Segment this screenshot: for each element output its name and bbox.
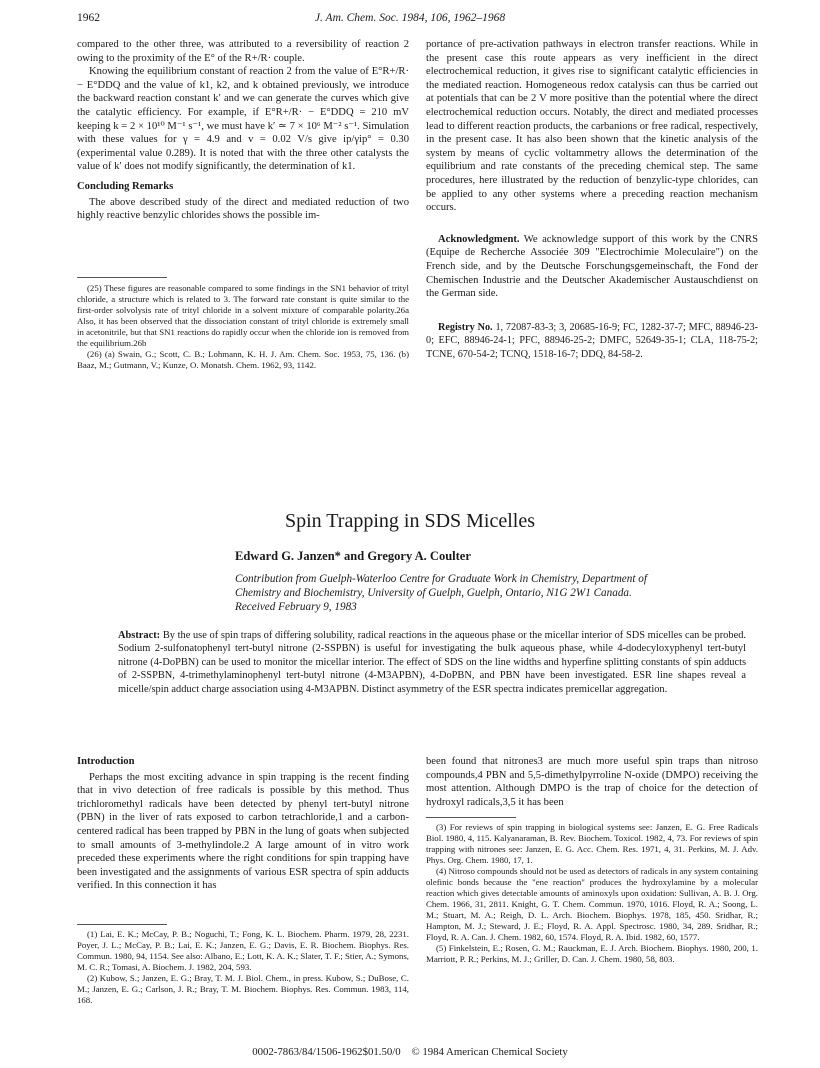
footnote: (4) Nitroso compounds should not be used as detectors of radicals in any system containing olefinic bonds because the "ene reaction" produces the hydroxylamine by a molecular reaction which gives detectable amounts of aminoxyls upon oxidation: Sullivan, A. B. J. Org. Chem. 1966, 31, 2811. Knight, G. T. Chem. Commun. 1970, 1016. Floyd, R. A.; Soong, L. M.; Stuart, M. A.; Reigh, D. L. Arch. Biochem. Biophys. 1978, 185, 450. Sridhar, R.; Hampton, M. J.; Steward, J. E.; Floyd, R. A. Appl. Spectrosc. 1980, 34, 289. Sridhar, R.; Floyd, R. A. Can. J. Chem. 1982, 60, 1574. Floyd, R. A. Ibid. 1982, 60, 1577. (426, 866, 759, 942)
abstract (118, 629, 746, 696)
intro-right-footnotes (426, 822, 758, 965)
footnote-rule (426, 817, 516, 818)
top-right-column (426, 38, 758, 361)
paragraph: been found that nitrones3 are much more useful spin traps than nitroso compounds,4 PBN and 5,5-dimethylpyrroline N-oxide (DMPO) receiving the most attention. Although DMPO is the trap of choice for the detection of hydroxyl radicals,3,5 it has been (426, 756, 758, 808)
registry-text: 1, 72087-83-3; 3, 20685-16-9; FC, 1282-37-7; MFC, 88946-23-0; EFC, 88946-24-1; PFC, 88946-25-2; DMFC, 52649-35-1; CLA, 118-75-2; TCNE, 670-54-2; TCNQ, 1518-16-7; DDQ, 84-58-2. (426, 321, 758, 360)
received-date: Received February 9, 1983 (235, 601, 357, 613)
registry-label: Registry No. (438, 321, 493, 333)
paragraph: Knowing the equilibrium constant of reaction 2 from the value of E°R+/R· − E°DDQ and the value of k1, k2, and k obtained previously, we introduce the backward reaction constant k′ and we can generate the curves which give the catalytic efficiency. For example, if E°R+/R· − E°DDQ = 210 mV keeping k = 2 × 10¹⁰ M⁻¹ s⁻¹, we must have k′ ≃ 7 × 10⁶ M⁻² s⁻¹. Simulation with these values for γ = 4.9 and v = 0.02 V/s give ip/γip° = 0.30 (experimental value 0.289). It is noted that with the three other catalysts the value of k′ does not modify significantly, the determination of k1. (77, 66, 409, 173)
abstract-label: Abstract: (118, 630, 161, 641)
footnote: (26) (a) Swain, G.; Scott, C. B.; Lohmann, K. H. J. Am. Chem. Soc. 1953, 75, 136. (b) Baaz, M.; Gutmann, V.; Kunze, O. Monatsh. Chem. 1962, 93, 1142. (77, 349, 409, 370)
footnote: (5) Finkelstein, E.; Rosen, G. M.; Rauckman, E. J. Arch. Biochem. Biophys. 1980, 200, 1. Marriott, P. R.; Perkins, M. J.; Griller, D. Can. J. Chem. 1980, 58, 803. (426, 943, 758, 964)
abstract-text: By the use of spin traps of differing solubility, radical reactions in the aqueous phase or the micellar interior of SDS micelles can be probed. Sodium 2-sulfonatophenyl tert-butyl nitrone (2-SSPBN) is useful for investigating the bulk aqueous phase, while 4-dodecyloxyphenyl tert-butyl nitrone (4-DoPBN) can be used to monitor the micellar interior. The effect of SDS on the line widths and hyperfine splitting constants of spin adducts of 2-SSPBN, 4-trimethylaminophenyl tert-butyl nitrone (4-M3APBN), 4-DoPBN, and PBN have been investigated. ESR line shapes reveal a micelle/spin adduct charge association using 4-M3APBN. Distinct asymmetry of the ESR spectra indicates premicellar aggregation. (118, 630, 746, 695)
article-authors: Edward G. Janzen* and Gregory A. Coulter (235, 549, 471, 563)
article-title: Spin Trapping in SDS Micelles (284, 510, 536, 532)
footnote: (3) For reviews of spin trapping in biological systems see: Janzen, E. G. Free Radicals Biol. 1980, 4, 115. Kalyanaraman, B. Rev. Biochem. Toxicol. 1982, 4, 73. For reviews of spin trapping with nitrones see: Janzen, E. G. Acc. Chem. Res. 1971, 4, 31. Perkins, M. J. Adv. Phys. Org. Chem. 1980, 17, 1. (426, 822, 758, 865)
affiliation-line: Chemistry and Biochemistry, University of Guelph, Guelph, Ontario, N1G 2W1 Canada. (235, 587, 632, 599)
footer-code: 0002-7863/84/1506-1962$01.50/0 (252, 1046, 401, 1058)
intro-left-column (77, 755, 409, 893)
intro-left-footnotes (77, 929, 409, 1006)
footnote-rule (77, 924, 167, 925)
running-header: J. Am. Chem. Soc. 1984, 106, 1962–1968 (314, 12, 506, 24)
paragraph: The above described study of the direct and mediated reduction of two highly reactive benzylic chlorides shows the possible im- (77, 196, 409, 222)
registry-numbers (426, 321, 758, 362)
section-heading: Introduction (77, 756, 135, 767)
top-left-footnotes (77, 283, 409, 371)
footnote: (1) Lai, E. K.; McCay, P. B.; Noguchi, T.; Fong, K. L. Biochem. Pharm. 1979, 28, 2231. Poyer, J. L.; McCay, P. B.; Lai, E. K.; Janzen, E. G.; Davis, E. R. Biochem. Biophys. Res. Commun. 1980, 94, 1154. See also: Albano, E.; Lott, K. A. K.; Slater, T. F.; Stier, A.; Symons, M. C. R.; Tomasi, A. Biochem. J. 1982, 204, 593. (77, 929, 409, 972)
ack-label: Acknowledgment. (438, 233, 520, 245)
affiliation-line: Contribution from Guelph-Waterloo Centre for Graduate Work in Chemistry, Department of (235, 573, 647, 585)
top-left-column (77, 38, 409, 223)
acknowledgment (426, 233, 758, 301)
paragraph: Perhaps the most exciting advance in spin trapping is the recent finding that in vivo detection of free radicals is possible by this method. Thus trichloromethyl radicals have been detected by phenyl tert-butyl nitrone (PBN) in the liver of rats exposed to carbon tetrachloride,1 and a carbon-centered radical has been trapped by PBN in the lung of goats when subjected to small amounts of 3-methylindole.2 A large amount of in vitro work preceded these experiments where the right conditions for spin trapping have been investigated and the assignments of various ESR spectra of spin adducts verified. In this connection it has (77, 771, 409, 892)
section-heading: Concluding Remarks (77, 180, 174, 192)
footer-copyright: © 1984 American Chemical Society (411, 1046, 568, 1058)
footnote: (2) Kubow, S.; Janzen, E. G.; Bray, T. M. J. Biol. Chem., in press. Kubow, S.; DuBose, C. M.; Janzen, E. G.; Carlson, J. R.; Bray, T. M. Biochem. Biophys. Res. Commun. 1983, 114, 168. (77, 973, 409, 1005)
page-number: 1962 (77, 12, 100, 24)
footnote: (25) These figures are reasonable compared to some findings in the SN1 behavior of trityl chloride, a structure which is related to 3. The forward rate constant is quite similar to the first-order solvolysis rate of trityl chloride in a solvent mixture of comparable polarity.26a Also, it has been observed that the dissociation constant of trityl chloride is extremely small in acetonitrile, but that SN1 reactions do rapidly occur when the chloride ion is removed from the equilibrium.26b (77, 283, 409, 348)
paragraph: compared to the other three, was attributed to a reversibility of reaction 2 owing to the proximity of the E° of the R+/R· couple. (77, 39, 409, 64)
ack-text: We acknowledge support of this work by the CNRS (Equipe de Recherche Associée 309 "Electrochimie Moleculaire") on the French side, and by the Deutsche Forschungsgemeinschaft, the Fond der Chemischen Industrie and the Deutscher Akademischer Austauschdienst on the German side. (426, 233, 758, 300)
affiliation (235, 572, 795, 614)
intro-right-column (426, 755, 758, 809)
page-footer (0, 1046, 820, 1058)
paragraph: portance of pre-activation pathways in electron transfer reactions. While in the present case this route appears as very inefficient in the direct electrochemical reduction, it gives rise to significant catalytic efficiencies in the mediated reaction. Homogeneous redox catalysis can thus be carried out at potentials that can be 2 V more positive than the potential where the direct electrochemical reduction occurs. Notably, the direct and mediated processes lead to different reaction products, the carbanions or free radical, respectively, in the present case. It has also been shown that the kinetic analysis of the system by means of cyclic voltammetry allows the determination of the equilibrium and rate constants of the preceding chemical step. The same procedures, here illustrated by the reduction of benzylic-type chlorides, can be applied to any other systems where a preceding reaction mechanism occurs. (426, 39, 758, 214)
footnote-rule (77, 277, 167, 278)
